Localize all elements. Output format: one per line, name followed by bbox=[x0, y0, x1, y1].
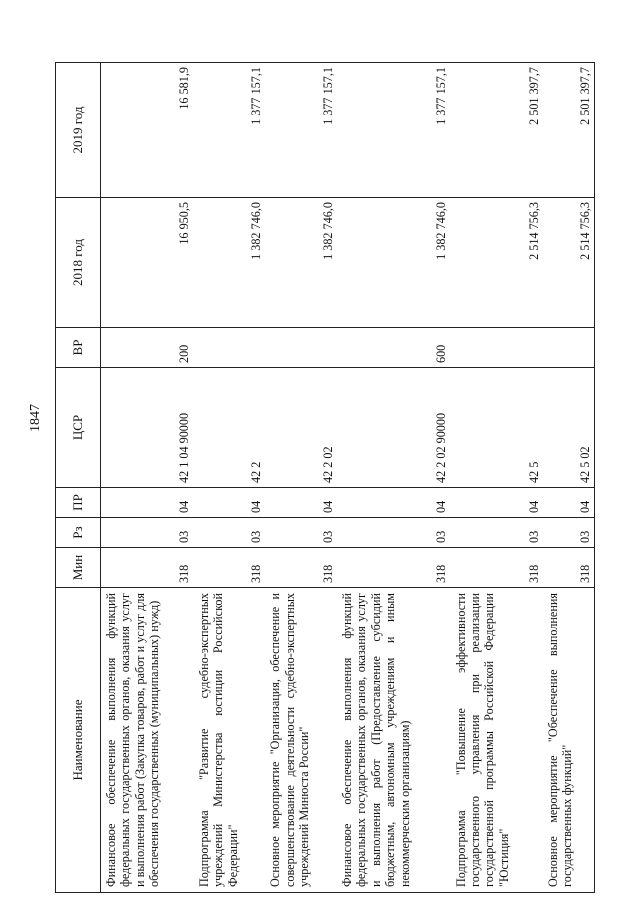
row-vr bbox=[265, 328, 337, 368]
row-name: Подпрограмма "Развитие судебно-экспертных учреждений Министерства юстиции Российской Федерации" bbox=[194, 588, 266, 893]
table-row bbox=[543, 63, 594, 893]
row-min: 318 bbox=[337, 548, 451, 588]
rotated-table-container bbox=[55, 63, 595, 893]
row-pr: 04 bbox=[194, 488, 266, 518]
row-2018: 16 950,5 bbox=[101, 198, 194, 328]
row-pr: 04 bbox=[451, 488, 544, 518]
row-vr bbox=[451, 328, 544, 368]
row-csr: 42 2 02 90000 bbox=[337, 368, 451, 488]
row-min: 318 bbox=[101, 548, 194, 588]
row-2019: 1 377 157,1 bbox=[265, 63, 337, 198]
row-rz: 03 bbox=[194, 518, 266, 548]
row-2019: 1 377 157,1 bbox=[337, 63, 451, 198]
page-number: 1847 bbox=[28, 404, 43, 432]
table-row bbox=[337, 63, 451, 893]
row-vr: 600 bbox=[337, 328, 451, 368]
row-rz: 03 bbox=[265, 518, 337, 548]
row-vr bbox=[543, 328, 594, 368]
row-csr: 42 2 02 bbox=[265, 368, 337, 488]
row-name: Финансовое обеспечение выполнения функций федеральных государственных органов, оказания услуг и выполнения работ (Предоставление субсидий бюджетным, автономным учреждениям и иным некоммерческим организациям) bbox=[337, 588, 451, 893]
row-csr: 42 5 02 bbox=[543, 368, 594, 488]
row-csr: 42 2 bbox=[194, 368, 266, 488]
row-pr: 04 bbox=[265, 488, 337, 518]
row-2019: 1 377 157,1 bbox=[194, 63, 266, 198]
row-2018: 1 382 746,0 bbox=[337, 198, 451, 328]
row-rz: 03 bbox=[543, 518, 594, 548]
budget-table bbox=[55, 62, 595, 893]
row-2018: 2 514 756,3 bbox=[451, 198, 544, 328]
row-min: 318 bbox=[451, 548, 544, 588]
table-row bbox=[451, 63, 544, 893]
row-csr: 42 5 bbox=[451, 368, 544, 488]
header-vr: ВР bbox=[56, 328, 101, 368]
header-2018: 2018 год bbox=[56, 198, 101, 328]
row-min: 318 bbox=[543, 548, 594, 588]
row-pr: 04 bbox=[337, 488, 451, 518]
header-2019: 2019 год bbox=[56, 63, 101, 198]
row-name: Основное мероприятие "Обеспечение выполнения государственных функций" bbox=[543, 588, 594, 893]
header-name: Наименование bbox=[56, 588, 101, 893]
row-rz: 03 bbox=[451, 518, 544, 548]
row-pr: 04 bbox=[543, 488, 594, 518]
row-rz: 03 bbox=[337, 518, 451, 548]
header-rz: Рз bbox=[56, 518, 101, 548]
table-header-row bbox=[56, 63, 101, 893]
row-min: 318 bbox=[194, 548, 266, 588]
row-2018: 2 514 756,3 bbox=[543, 198, 594, 328]
row-name: Основное мероприятие "Организация, обеспечение и совершенствование деятельности судебно-экспертных учреждений Минюста России" bbox=[265, 588, 337, 893]
row-min: 318 bbox=[265, 548, 337, 588]
table-row bbox=[101, 63, 194, 893]
row-2019: 2 501 397,7 bbox=[543, 63, 594, 198]
row-2019: 2 501 397,7 bbox=[451, 63, 544, 198]
header-pr: ПР bbox=[56, 488, 101, 518]
row-pr: 04 bbox=[101, 488, 194, 518]
row-2018: 1 382 746,0 bbox=[265, 198, 337, 328]
row-2019: 16 581,9 bbox=[101, 63, 194, 198]
row-name: Подпрограмма "Повышение эффективности государственного управления при реализации государственной программы Российской Федерации "Юстиция" bbox=[451, 588, 544, 893]
row-vr bbox=[194, 328, 266, 368]
table-row bbox=[265, 63, 337, 893]
row-csr: 42 1 04 90000 bbox=[101, 368, 194, 488]
header-csr: ЦСР bbox=[56, 368, 101, 488]
row-vr: 200 bbox=[101, 328, 194, 368]
row-rz: 03 bbox=[101, 518, 194, 548]
row-2018: 1 382 746,0 bbox=[194, 198, 266, 328]
header-min: Мин bbox=[56, 548, 101, 588]
row-name: Финансовое обеспечение выполнения функций федеральных государственных органов, оказания услуг и выполнения работ (Закупка товаров, работ и услуг для обеспечения государственных (муниципальных) нужд) bbox=[101, 588, 194, 893]
table-row bbox=[194, 63, 266, 893]
